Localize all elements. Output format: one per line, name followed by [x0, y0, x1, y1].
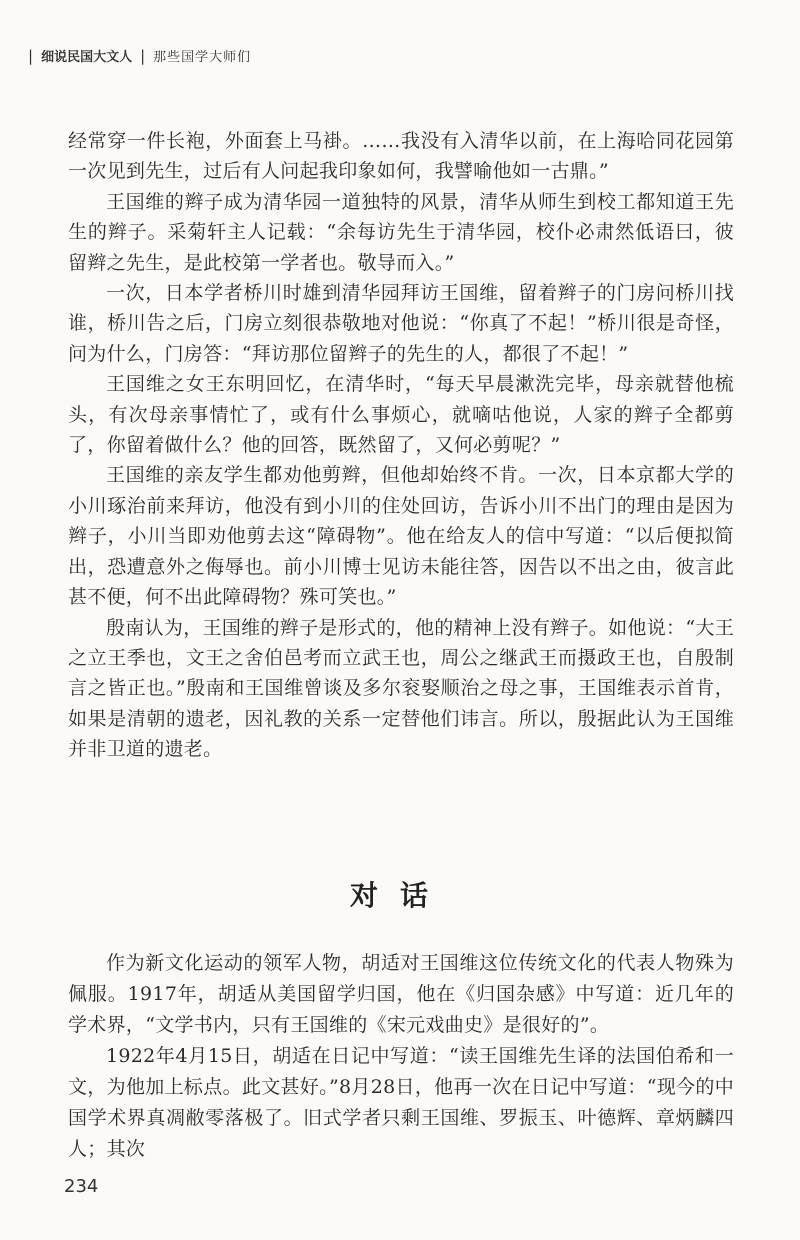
chapter-title: 那些国学大师们 — [153, 50, 252, 65]
running-header — [28, 46, 251, 65]
body-text — [68, 126, 734, 765]
paragraph: 王国维的辫子成为清华园一道独特的风景，清华从师生到校工都知道王先生的辫子。采菊轩主人记载：“余每访先生于清华园，校仆必肃然低语曰，彼留辫之先生，是此校第一学者也。敬导而入。” — [68, 190, 734, 274]
section-title: 对话 — [349, 879, 450, 912]
paragraph: 1922年4月15日，胡适在日记中写道：“读王国维先生译的法国伯希和一文，为他加上标点。此文甚好。”8月28日，他再一次在日记中写道：“现今的中国学术界真凋敝零落极了。旧式学者只剩王国维、罗振玉、叶德辉、章炳麟四人；其次 — [68, 1045, 734, 1160]
paragraph: 一次，日本学者桥川时雄到清华园拜访王国维，留着辫子的门房问桥川找谁，桥川告之后，门房立刻很恭敬地对他说：“你真了不起！”桥川很是奇怪，问为什么，门房答：“拜访那位留辫子的先生的人，都很了不起！” — [68, 282, 734, 365]
header-separator: | — [28, 46, 34, 65]
book-title: 细说民国大文人 — [41, 50, 133, 65]
page-number: 234 — [64, 1176, 99, 1197]
section-body-text — [68, 948, 734, 1165]
paragraph: 作为新文化运动的领军人物，胡适对王国维这位传统文化的代表人物殊为佩服。1917年，胡适从美国留学归国，他在《归国杂感》中写道：近几年的学术界，“文学书内，只有王国维的《宋元戏曲史》是很好的”。 — [68, 952, 734, 1036]
paragraph: 经常穿一件长袍，外面套上马褂。……我没有入清华以前，在上海哈同花园第一次见到先生，过后有人问起我印象如何，我譬喻他如一古鼎。” — [68, 130, 734, 183]
paragraph: 殷南认为，王国维的辫子是形式的，他的精神上没有辫子。如他说：“大王之立王季也，文王之舍伯邑考而立武王也，周公之继武王而摄政王也，自殷制言之皆正也。”殷南和王国维曾谈及多尔衮娶顺治之母之事，王国维表示首肯，如果是清朝的遗老，因礼教的关系一定替他们讳言。所以，殷据此认为王国维并非卫道的遗老。 — [68, 616, 734, 761]
header-separator: | — [140, 46, 146, 65]
paragraph: 王国维之女王东明回忆，在清华时，“每天早晨漱洗完毕，母亲就替他梳头，有次母亲事情忙了，或有什么事烦心，就嘀咕他说，人家的辫子全都剪了，你留着做什么？他的回答，既然留了，又何必剪呢？” — [68, 373, 734, 457]
paragraph: 王国维的亲友学生都劝他剪辫，但他却始终不肯。一次，日本京都大学的小川琢治前来拜访，他没有到小川的住处回访，告诉小川不出门的理由是因为辫子，小川当即劝他剪去这“障碍物”。他在给友人的信中写道：“以后便拟简出，恐遭意外之侮辱也。前小川博士见访未能往答，因告以不出之由，彼言此甚不便，何不出此障碍物？殊可笑也。” — [68, 464, 734, 609]
